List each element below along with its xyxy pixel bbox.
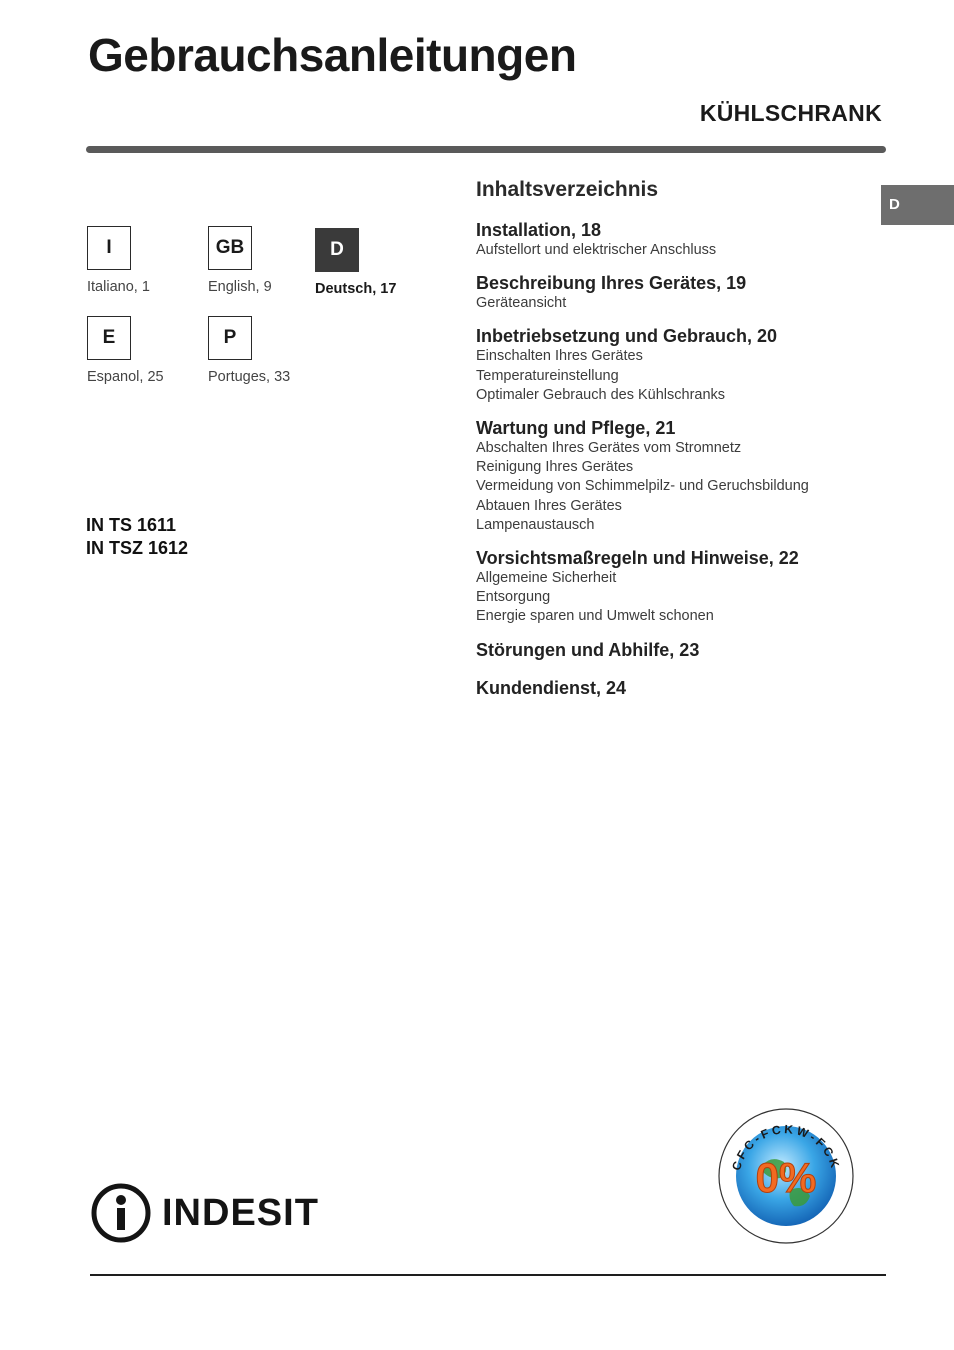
model-number: IN TSZ 1612 xyxy=(86,538,189,558)
lang-label: English, 9 xyxy=(208,279,272,295)
toc-item[interactable]: Reinigung Ihres Gerätes xyxy=(476,459,634,476)
lang-label: Portuges, 33 xyxy=(208,369,291,385)
lang-label: Italiano, 1 xyxy=(87,279,150,295)
toc-heading: Inhaltsverzeichnis xyxy=(476,178,659,201)
toc-item[interactable]: Abtauen Ihres Gerätes xyxy=(476,497,622,514)
language-side-tab: D xyxy=(881,185,954,225)
model-numbers xyxy=(86,514,188,560)
lang-code-box: I xyxy=(87,226,131,270)
toc-section-title[interactable]: Kundendienst, 24 xyxy=(476,677,627,698)
lang-english[interactable] xyxy=(208,226,272,295)
lang-code-box-active: D xyxy=(315,228,359,272)
toc-item[interactable]: Lampenaustausch xyxy=(476,516,595,533)
toc-item[interactable]: Allgemeine Sicherheit xyxy=(476,570,617,587)
toc-item[interactable]: Einschalten Ihres Gerätes xyxy=(476,348,643,365)
page-title: Gebrauchsanleitungen xyxy=(88,29,577,81)
toc-item[interactable]: Geräteansicht xyxy=(476,295,567,312)
toc-item[interactable]: Abschalten Ihres Gerätes vom Stromnetz xyxy=(476,440,742,457)
toc-section xyxy=(476,219,856,260)
lang-code-box: E xyxy=(87,316,131,360)
toc-section xyxy=(476,417,856,535)
toc-section xyxy=(476,325,856,405)
lang-portuges[interactable] xyxy=(208,316,290,385)
lang-label-active: Deutsch, 17 xyxy=(315,281,397,297)
brand-name: INDESIT xyxy=(162,1191,319,1234)
toc-item[interactable]: Energie sparen und Umwelt schonen xyxy=(476,608,714,625)
toc-item[interactable]: Entsorgung xyxy=(476,589,551,606)
table-of-contents xyxy=(476,219,856,711)
toc-section xyxy=(476,677,856,699)
lang-italiano[interactable] xyxy=(87,226,150,295)
badge-ring-text: CFC-FCKW-FCK xyxy=(729,1122,843,1173)
lang-code-box: GB xyxy=(208,226,252,270)
toc-item[interactable]: Aufstellort und elektrischer Anschluss xyxy=(476,242,717,258)
product-type: KÜHLSCHRANK xyxy=(699,100,882,126)
cfc-free-badge xyxy=(716,1106,856,1251)
indesit-i-icon xyxy=(90,1182,152,1244)
toc-section-title[interactable]: Inbetriebsetzung und Gebrauch, 20 xyxy=(476,326,778,347)
toc-item[interactable]: Optimaler Gebrauch des Kühlschranks xyxy=(476,386,726,403)
toc-section-title[interactable]: Vorsichtsmaßregeln und Hinweise, 22 xyxy=(476,548,799,569)
toc-item[interactable]: Vermeidung von Schimmelpilz- und Geruchsbildung xyxy=(476,478,809,495)
toc-section xyxy=(476,639,856,661)
model-number: IN TS 1611 xyxy=(86,515,177,535)
zero-percent-label: 0% xyxy=(755,1154,817,1201)
header-divider xyxy=(86,146,886,153)
lang-espanol[interactable] xyxy=(87,316,164,385)
lang-deutsch[interactable] xyxy=(315,228,396,297)
lang-label: Espanol, 25 xyxy=(87,369,164,385)
toc-section xyxy=(476,272,856,313)
toc-section-title[interactable]: Störungen und Abhilfe, 23 xyxy=(476,639,700,660)
toc-section xyxy=(476,547,856,627)
lang-code-box: P xyxy=(208,316,252,360)
indesit-logo xyxy=(90,1182,319,1244)
toc-item[interactable]: Temperatureinstellung xyxy=(476,367,619,384)
toc-section-title[interactable]: Beschreibung Ihres Gerätes, 19 xyxy=(476,273,747,294)
toc-section-title[interactable]: Wartung und Pflege, 21 xyxy=(476,418,676,439)
toc-section-title[interactable]: Installation, 18 xyxy=(476,220,602,240)
footer-divider xyxy=(90,1274,886,1276)
